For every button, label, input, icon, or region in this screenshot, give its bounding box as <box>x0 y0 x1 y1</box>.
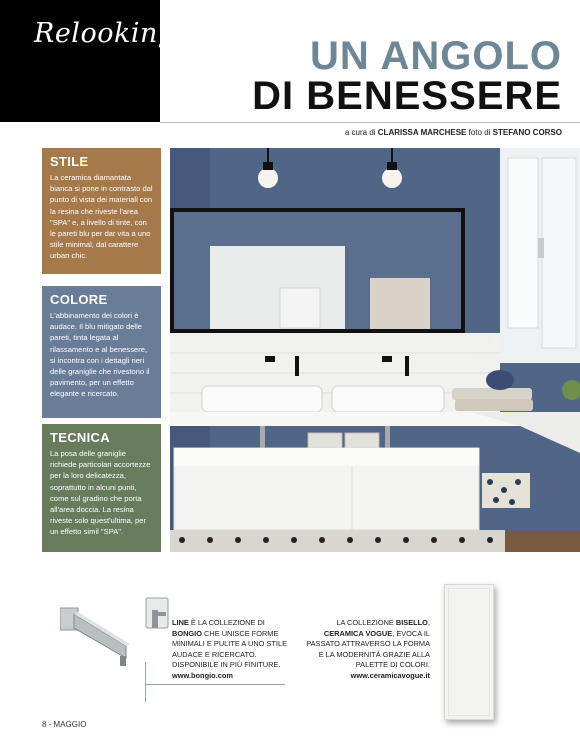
headline-line-1: UN ANGOLO <box>310 34 562 78</box>
credits-photo-prefix: foto di <box>468 128 491 137</box>
product-url-bongio[interactable]: www.bongio.com <box>172 670 233 680</box>
info-box-title: TECNICA <box>50 430 110 445</box>
product-url-ceramica-vogue[interactable]: www.ceramicavogue.it <box>350 670 430 680</box>
product-name-line: LINE <box>172 618 189 627</box>
credits-curated-prefix: a cura di <box>344 128 376 137</box>
product-text-line-a: È LA COLLEZIONE DI <box>190 618 265 627</box>
info-box-title: COLORE <box>50 292 108 307</box>
section-label-block <box>0 0 176 122</box>
product-brand-ceramica-vogue: CERAMICA VOGUE <box>323 628 393 638</box>
bisello-tile-product-image <box>444 584 494 720</box>
info-box-title: STILE <box>50 154 89 169</box>
info-box-colore <box>42 286 161 418</box>
info-box-text: La ceramica diamantata bianca si pone in contrasto dal punto di vista dei materiali con la resina che riveste l'area "SPA" e, a livello di tinte, con le pareti blu per dar vita a uno stile minimal, dal carattere urban chic. <box>50 173 153 261</box>
product-text-bisello-b: EVOCA IL PASSATO ATTRAVERSO LA FORMA E LA MODERNITÀ GRAZIE ALLA PALETTE DI COLORI. <box>306 628 430 670</box>
info-box-stile <box>42 148 161 274</box>
faucet-product-image <box>60 588 170 688</box>
product-caption-bisello: LA COLLEZIONE BISELLO, CERAMICA VOGUE, EVOCA IL PASSATO ATTRAVERSO LA FORMA E LA MODERNITÀ GRAZIE ALLA PALETTE DI COLORI. www.ceramicavogue.it <box>306 618 430 680</box>
page-folio: 8 - MAGGIO <box>42 720 87 729</box>
product-text-line-b: CHE UNISCE FORME MINIMALI E PULITE A UNO STILE AUDACE E RICERCATO. DISPONIBILE IN PIÙ FINITURE. <box>172 628 287 670</box>
bathroom-photo <box>170 148 580 552</box>
credits-author: CLARISSA MARCHESE <box>377 128 467 137</box>
credits-photographer: STEFANO CORSO <box>492 128 562 137</box>
section-script-title: Relooking <box>34 18 176 49</box>
info-box-tecnica <box>42 424 161 552</box>
caption-guide-horizontal <box>145 684 285 685</box>
header-divider <box>160 122 580 123</box>
product-name-bisello: BISELLO <box>395 618 428 627</box>
caption-guide-vertical <box>145 662 146 702</box>
product-caption-line <box>172 618 302 682</box>
article-credits <box>345 128 562 137</box>
product-text-bisello-a: LA COLLEZIONE <box>336 618 394 627</box>
info-box-text: L'abbinamento dei colori è audace. Il blu mitigato delle pareti, tinta legata al rilassamento e al benessere, si incontra con i dettagli neri delle graniglie che rivestono il pavimento, per un effetto elegante e ricercato. <box>50 311 150 399</box>
info-box-text: La posa delle graniglie richiede particolari accortezze per la loro delicatezza, soprattutto in alcuni punti, come sul gradino che porta all'area doccia. La resina riveste solo quest'ultima, per un effetto simil "SPA". <box>50 449 151 537</box>
headline-line-2: DI BENESSERE <box>252 74 562 118</box>
product-brand-bongio: BONGIO <box>172 628 202 638</box>
